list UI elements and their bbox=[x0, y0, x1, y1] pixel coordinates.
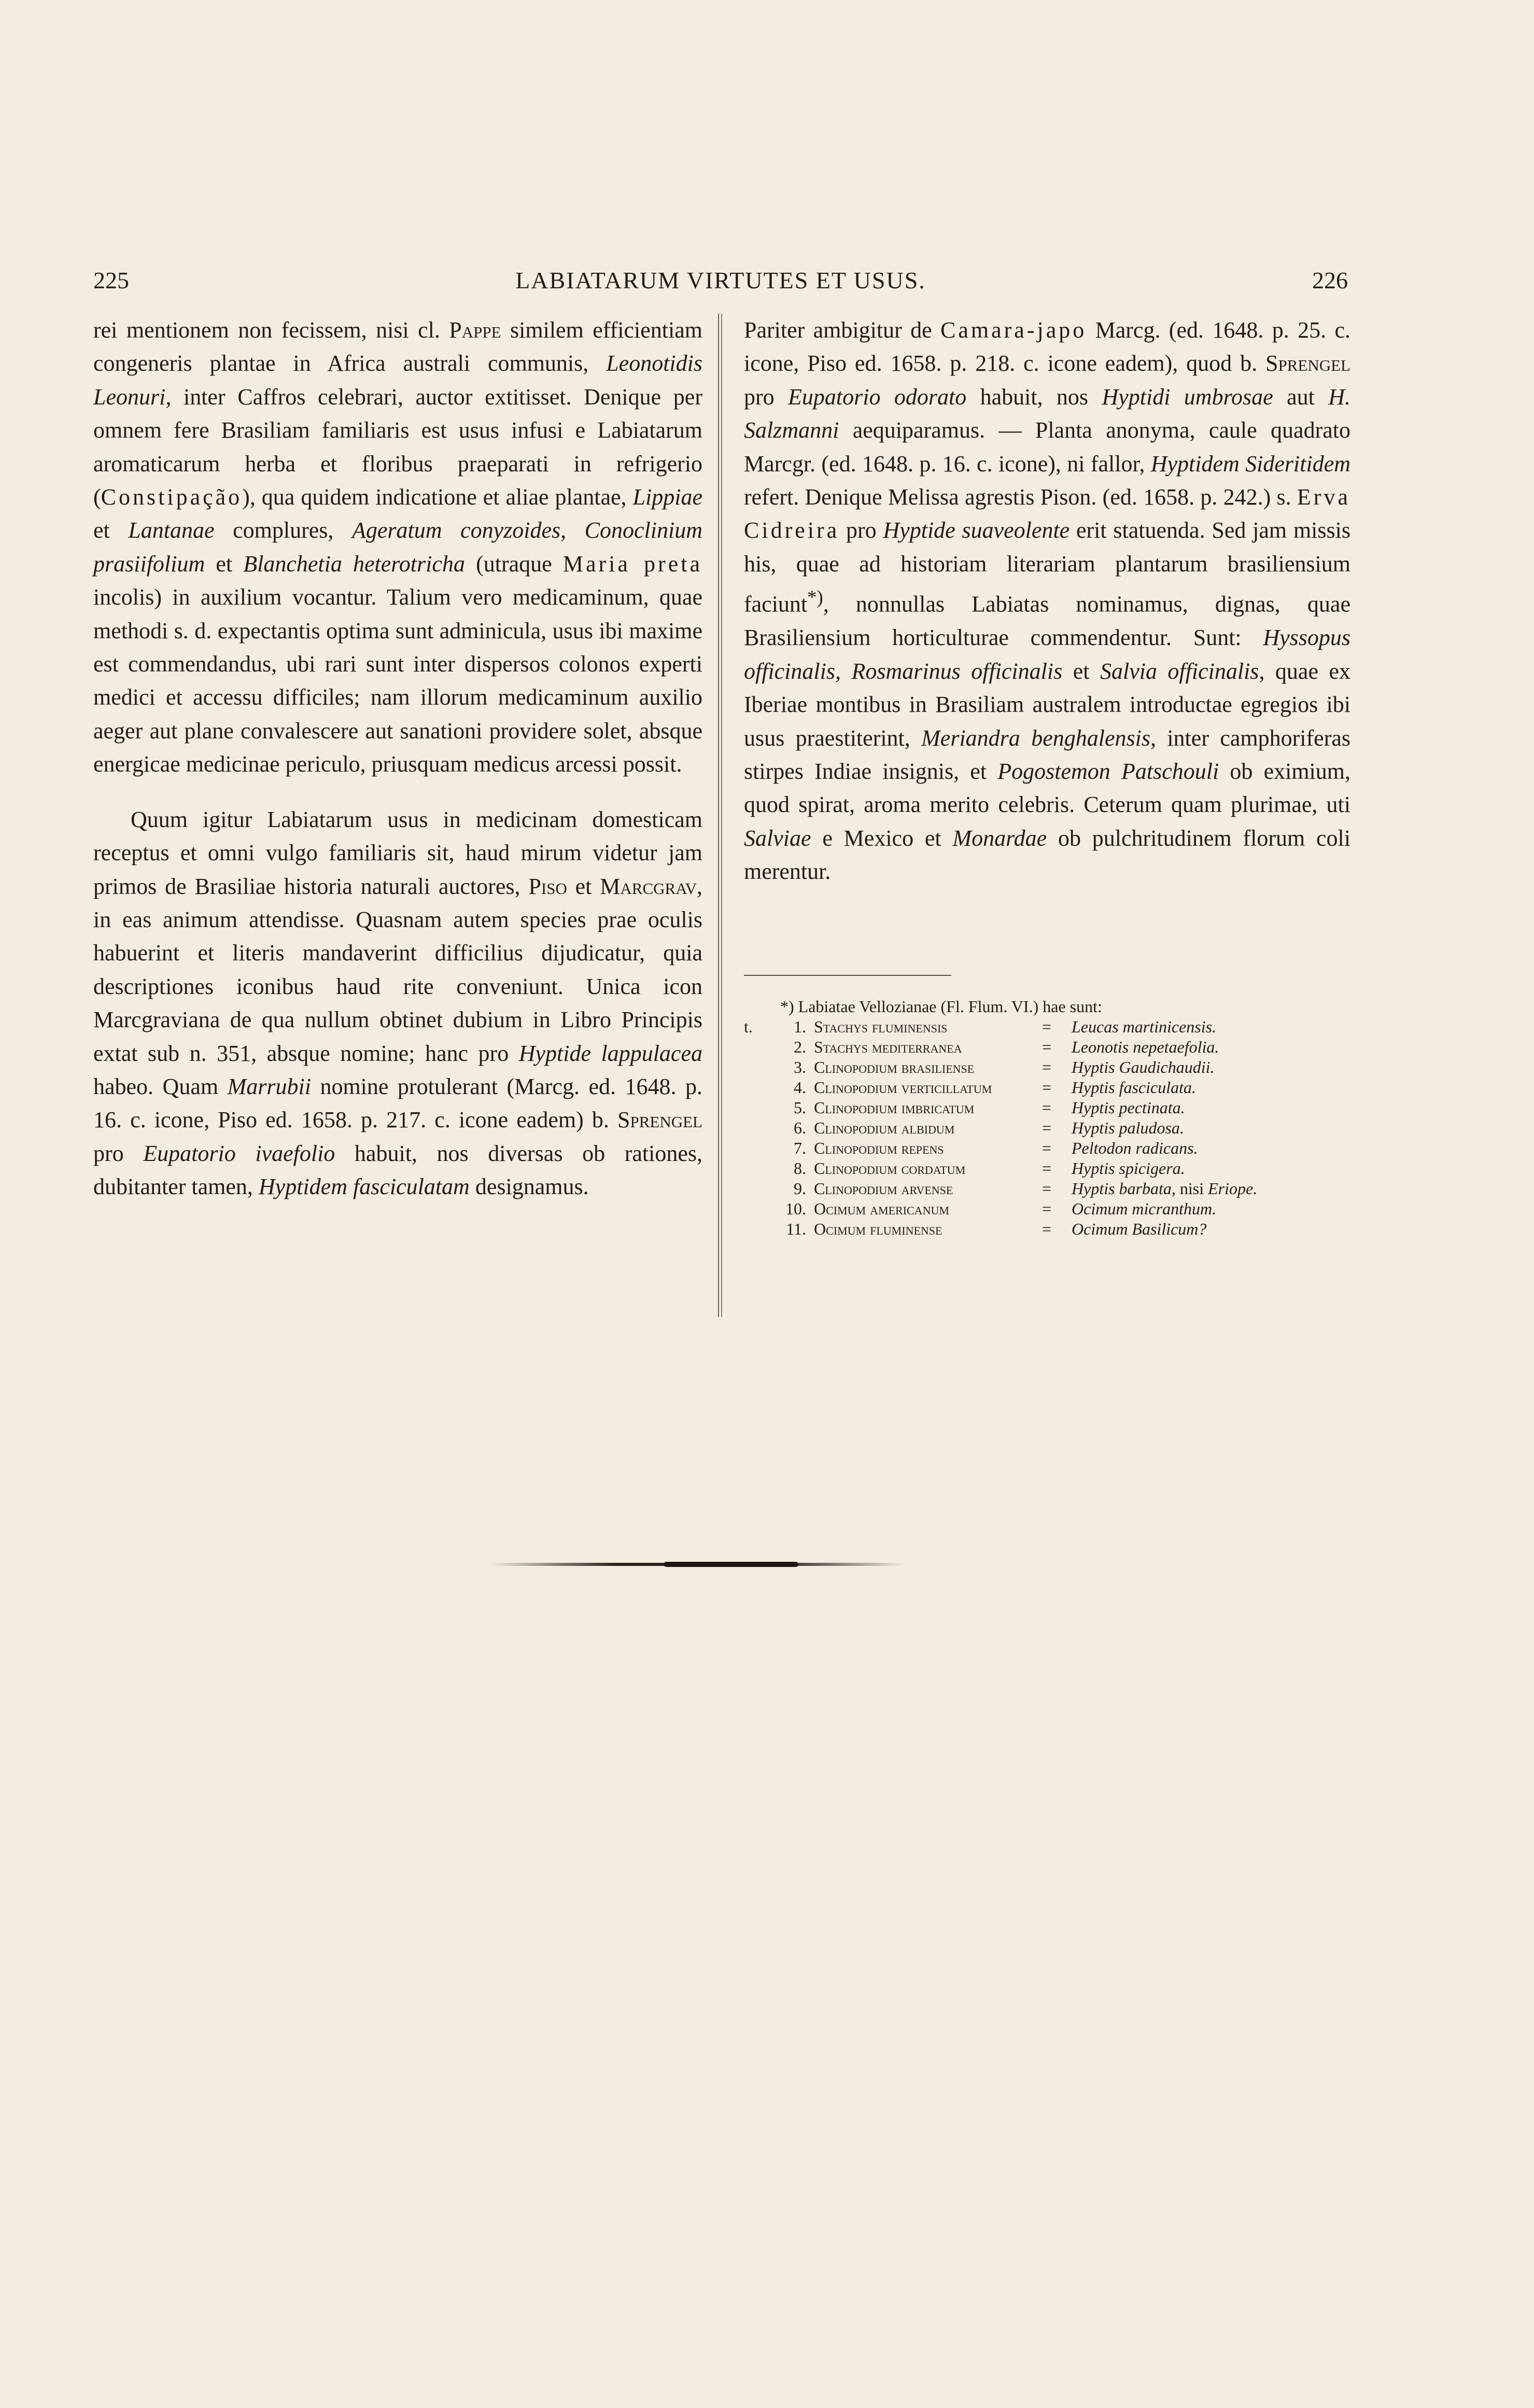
left-column bbox=[93, 314, 702, 1204]
text-run: ), qua quidem indicatione et aliae plantae, bbox=[242, 484, 633, 510]
species-name: Hyptide suaveolente bbox=[883, 517, 1070, 543]
text-run: et bbox=[205, 551, 244, 577]
equals-sign: = bbox=[1042, 1159, 1052, 1178]
text-run: incolis) in auxilium vocantur. Talium vero medicaminum, quae methodi s. d. expectantis optima sunt adminicula, usus ibi maxime est commendandus, ubi rari sunt inter dispersos colonos experti medici et accessu difficiles; nam illorum medicaminum auxilio aeger aut plane convalescere aut sanationi providere solet, absque energicae medicinae periculo, priusquam medicus arcessi possit. bbox=[93, 584, 702, 777]
velloso-name: Ocimum americanum bbox=[814, 1199, 949, 1218]
text-run: habuit, nos bbox=[966, 384, 1102, 410]
text-run: et bbox=[1062, 658, 1100, 684]
row-number: 3. bbox=[794, 1058, 806, 1076]
left-paragraph-1 bbox=[93, 314, 702, 781]
text-run: , quae ex Iberiae montibus in Brasiliam australem introductae egregios ibi usus praestiterint, bbox=[744, 658, 1350, 751]
text-run: nomine protulerant (Marcg. ed. 1648. p. 16. c. icone, Piso ed. 1658. p. 217. c. icone eadem) b. bbox=[93, 1073, 702, 1133]
modern-synonym bbox=[1072, 1118, 1184, 1138]
synonym-text: Hyptis barbata, bbox=[1072, 1179, 1176, 1198]
text-run: habeo. Quam bbox=[93, 1073, 228, 1099]
velloso-name: Clinopodium imbricatum bbox=[814, 1098, 975, 1117]
species-name: Pogostemon Patschouli bbox=[997, 758, 1219, 784]
modern-synonym bbox=[1072, 1057, 1215, 1077]
genus-name: Marrubii bbox=[227, 1073, 311, 1099]
text-run: erit statuenda. Sed jam missis his, quae ad historiam literariam plantarum brasiliensium faciunt bbox=[744, 517, 1350, 617]
footnote-row bbox=[744, 1199, 1356, 1219]
synonym-text: Hyptis spicigera. bbox=[1072, 1159, 1185, 1178]
text-run: complures, bbox=[214, 517, 352, 543]
equals-sign: = bbox=[1042, 1017, 1052, 1036]
synonym-text: Peltodon radicans. bbox=[1072, 1139, 1198, 1157]
row-number: 6. bbox=[794, 1118, 806, 1137]
equals-sign: = bbox=[1042, 1118, 1052, 1137]
modern-synonym bbox=[1072, 1158, 1185, 1179]
text-run: ob eximium, quod spirat, aroma merito celebris. Ceterum quam plurimae, uti bbox=[744, 758, 1350, 818]
text-run: Pariter ambigitur de bbox=[744, 317, 941, 343]
species-name: Hyssopus officinalis, Rosmarinus officinalis bbox=[744, 625, 1350, 684]
genus-name: Salviae bbox=[744, 825, 811, 851]
author-name: Piso bbox=[528, 873, 567, 899]
footnote-row bbox=[744, 1179, 1356, 1199]
text-run: pro bbox=[744, 384, 789, 410]
text-run: aut bbox=[1273, 384, 1329, 410]
footnote-row bbox=[744, 1098, 1356, 1118]
text-run: aequiparamus. — Planta anonyma, caule quadrato Marcgr. (ed. 1648. p. 16. c. icone), ni fallor, bbox=[744, 417, 1350, 477]
column-divider bbox=[718, 314, 719, 1317]
text-run: designamus. bbox=[469, 1174, 589, 1200]
footnote-table bbox=[744, 1017, 1356, 1239]
page-number-left: 225 bbox=[93, 267, 129, 293]
velloso-name: Clinopodium arvense bbox=[814, 1179, 953, 1198]
text-run: Quum igitur Labiatarum usus in medicinam domesticam receptus et omni vulgo familiaris sit, haud mirum videtur jam primos de Brasiliae historia naturali auctores, bbox=[93, 806, 702, 899]
modern-synonym bbox=[1072, 1077, 1196, 1098]
velloso-name: Stachys mediterranea bbox=[814, 1038, 962, 1056]
row-number: 4. bbox=[794, 1078, 806, 1097]
vernacular-term: Melissa agrestis bbox=[888, 484, 1035, 510]
synonym-text: Hyptis pectinata. bbox=[1072, 1098, 1185, 1117]
equals-sign: = bbox=[1042, 1058, 1052, 1076]
text-run: (utraque bbox=[465, 551, 563, 577]
row-number: 5. bbox=[794, 1098, 806, 1117]
vernacular-term: Camara-japo bbox=[940, 317, 1087, 343]
species-name: Leonotidis Leonuri, bbox=[93, 351, 702, 410]
row-number: 1. bbox=[794, 1017, 806, 1036]
text-run: habuit, nos diversas ob rationes, dubitanter tamen, bbox=[93, 1140, 702, 1200]
equals-sign: = bbox=[1042, 1038, 1052, 1056]
vernacular-term: Erva Cidreira bbox=[744, 484, 1350, 543]
species-name: Salvia officinalis bbox=[1100, 658, 1259, 684]
row-number: 8. bbox=[794, 1159, 806, 1178]
synonym-text: Ocimum micranthum. bbox=[1072, 1199, 1217, 1218]
row-number: 9. bbox=[794, 1179, 806, 1198]
right-paragraph-1 bbox=[744, 314, 1350, 889]
footnote-row bbox=[744, 1057, 1356, 1077]
equals-sign: = bbox=[1042, 1199, 1052, 1218]
footnote-row bbox=[744, 1017, 1356, 1037]
modern-synonym bbox=[1072, 1098, 1185, 1118]
text-run: ob pulchritudinem florum coli merentur. bbox=[744, 825, 1350, 885]
equals-sign: = bbox=[1042, 1078, 1052, 1097]
modern-synonym bbox=[1072, 1199, 1216, 1219]
text-run: , in eas animum attendisse. Quasnam autem species prae oculis habuerint et literis mandaverint difficilius dijudicatur, quia descriptiones iconibus haud rite conveniunt. Unica icon Marcgraviana de qua nullum obtinet dubium in Libro Principis extat sub n. 351, absque nomine; hanc pro bbox=[93, 873, 702, 1066]
running-title: LABIATARUM VIRTUTES ET USUS. bbox=[515, 267, 926, 293]
footnote-heading: *) Labiatae Vellozianae (Fl. Flum. VI.) hae sunt: bbox=[780, 997, 1102, 1016]
species-name: Eupatorio ivaefolio bbox=[143, 1140, 335, 1166]
text-run: , nonnullas Labiatas nominamus, dignas, quae Brasiliensium horticulturae commendentur. Sunt: bbox=[744, 591, 1350, 651]
row-number: 2. bbox=[794, 1038, 806, 1056]
genus-name: Lantanae bbox=[128, 517, 215, 543]
velloso-name: Clinopodium cordatum bbox=[814, 1159, 966, 1178]
text-run: pro bbox=[839, 517, 883, 543]
footnote-row bbox=[744, 1158, 1356, 1179]
velloso-name: Stachys fluminensis bbox=[814, 1017, 948, 1036]
equals-sign: = bbox=[1042, 1139, 1052, 1157]
velloso-name: Clinopodium albidum bbox=[814, 1118, 955, 1137]
species-name: H. Salzmanni bbox=[744, 384, 1350, 443]
text-run: e Mexico et bbox=[811, 825, 953, 851]
text-run: Marcg. (ed. 1648. p. 25. c. icone, Piso ed. 1658. p. 218. c. icone eadem), quod b. bbox=[744, 317, 1350, 376]
row-number: 11. bbox=[786, 1220, 806, 1238]
equals-sign: = bbox=[1042, 1220, 1052, 1238]
velloso-name: Ocimum fluminense bbox=[814, 1220, 942, 1238]
page-number-right: 226 bbox=[1312, 267, 1348, 293]
modern-synonym bbox=[1072, 1138, 1198, 1158]
velloso-name: Clinopodium repens bbox=[814, 1139, 944, 1157]
velloso-name: Clinopodium verticillatum bbox=[814, 1078, 992, 1097]
synonym-extra: nisi bbox=[1175, 1179, 1208, 1198]
text-run: inter camphoriferas stirpes Indiae insignis, et bbox=[744, 725, 1350, 784]
left-paragraph-2 bbox=[93, 803, 702, 1204]
tab-label: t. bbox=[744, 1017, 753, 1036]
author-name: Marcgrav bbox=[600, 873, 697, 899]
equals-sign: = bbox=[1042, 1098, 1052, 1117]
species-name: Blanchetia heterotricha bbox=[243, 551, 465, 577]
text-run: refert. Denique bbox=[744, 484, 888, 510]
velloso-name: Clinopodium brasiliense bbox=[814, 1058, 975, 1076]
footnote-marker: *) bbox=[807, 586, 823, 608]
footnote-rule bbox=[744, 975, 951, 976]
author-name: Sprengel bbox=[1265, 351, 1350, 376]
species-name: Hyptide lappulacea bbox=[518, 1040, 702, 1066]
author-name: Sprengel bbox=[617, 1107, 702, 1133]
species-name: Meriandra benghalensis, bbox=[921, 725, 1156, 751]
modern-synonym bbox=[1072, 1219, 1206, 1239]
modern-synonym bbox=[1072, 1037, 1219, 1057]
text-run: et bbox=[567, 873, 600, 899]
synonym-alt: Eriope. bbox=[1208, 1179, 1258, 1198]
modern-synonym bbox=[1072, 1179, 1257, 1199]
equals-sign: = bbox=[1042, 1179, 1052, 1198]
row-number: 7. bbox=[794, 1139, 806, 1157]
footnote bbox=[744, 997, 1356, 1239]
species-name: Hyptidem Sideritidem bbox=[1150, 451, 1350, 477]
end-rule-center bbox=[664, 1562, 798, 1567]
species-name: Hyptidi umbrosae bbox=[1102, 384, 1273, 410]
text-run: inter Caffros celebrari, auctor extitisset. Denique per omnem fere Brasiliam familiaris est usus infusi e Labiatarum aromaticarum herba et floribus praeparati in refrigerio ( bbox=[93, 384, 702, 510]
text-run: similem efficientiam congeneris plantae in Africa australi communis, bbox=[93, 317, 702, 376]
genus-name: Lippiae bbox=[632, 484, 702, 510]
footnote-row bbox=[744, 1037, 1356, 1057]
text-run: rei mentionem non fecissem, nisi cl. bbox=[93, 317, 449, 343]
text-run: Pison. (ed. 1658. p. 242.) s. bbox=[1034, 484, 1297, 510]
synonym-text: Leonotis nepetaefolia. bbox=[1072, 1038, 1219, 1056]
species-name: Eupatorio odorato bbox=[788, 384, 967, 410]
text-run: et bbox=[93, 517, 129, 543]
footnote-row bbox=[744, 1077, 1356, 1098]
modern-synonym bbox=[1072, 1017, 1216, 1037]
synonym-text: Hyptis fasciculata. bbox=[1072, 1078, 1196, 1097]
synonym-text: Hyptis Gaudichaudii. bbox=[1072, 1058, 1215, 1076]
right-column bbox=[744, 314, 1350, 889]
synonym-text: Leucas martinicensis. bbox=[1072, 1017, 1217, 1036]
genus-name: Monardae bbox=[952, 825, 1047, 851]
species-name: Ageratum conyzoides, Conoclinium prasiifolium bbox=[93, 517, 702, 577]
synonym-text: Hyptis paludosa. bbox=[1072, 1118, 1184, 1137]
footnote-row bbox=[744, 1219, 1356, 1239]
synonym-text: Ocimum Basilicum? bbox=[1072, 1220, 1207, 1238]
footnote-row bbox=[744, 1138, 1356, 1158]
author-name: Pappe bbox=[449, 317, 501, 343]
page-header bbox=[93, 259, 1348, 301]
text-run: pro bbox=[93, 1140, 144, 1166]
footnote-row bbox=[744, 1118, 1356, 1138]
vernacular-term: Constipação bbox=[101, 484, 243, 510]
row-number: 10. bbox=[785, 1199, 806, 1218]
vernacular-term: Maria preta bbox=[562, 551, 702, 577]
species-name: Hyptidem fasciculatam bbox=[258, 1174, 470, 1200]
